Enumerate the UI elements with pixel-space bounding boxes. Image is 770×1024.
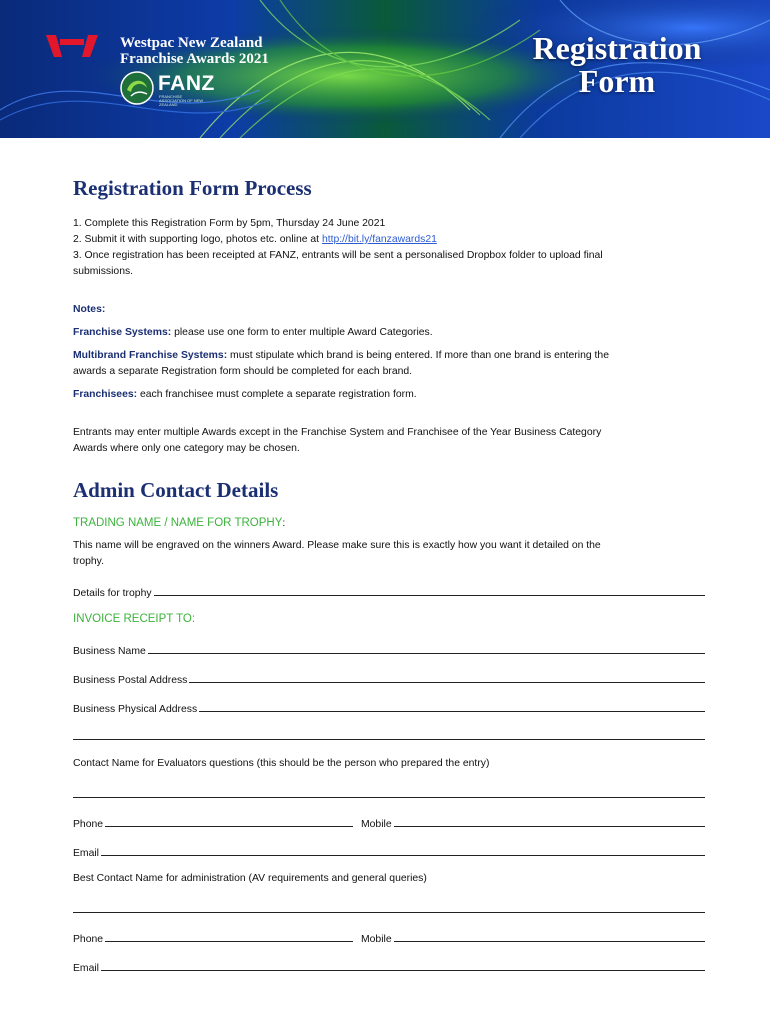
input-line[interactable] [154, 595, 705, 596]
note-franchisees [73, 387, 417, 403]
note-label: Franchisees: [73, 389, 138, 400]
mobile-field-1[interactable] [361, 814, 705, 830]
award-title-line2: Franchise Awards 2021 [120, 51, 269, 67]
trading-note-line1: This name will be engraved on the winners Award. Please make sure this is exactly how you want it detailed on the [73, 540, 601, 551]
entrants-note-line2: Awards where only one category may be chosen. [73, 443, 300, 454]
postal-address-field[interactable] [73, 670, 705, 686]
fanz-subtitle: FRANCHISE ASSOCIATION OF NEW ZEALAND [159, 94, 204, 107]
details-trophy-field[interactable] [73, 583, 705, 599]
note-label: Multibrand Franchise Systems: [73, 350, 228, 361]
award-title-line1: Westpac New Zealand [120, 35, 263, 51]
input-line[interactable] [105, 941, 353, 942]
field-label: Email [73, 963, 99, 974]
note-text: each franchisee must complete a separate registration form. [137, 389, 417, 400]
step-2-text: 2. Submit it with supporting logo, photos etc. online at [73, 234, 322, 245]
process-heading: Registration Form Process [73, 176, 312, 200]
field-label: Phone [73, 934, 104, 945]
field-label: Email [73, 848, 99, 859]
email-field-2[interactable] [73, 958, 705, 974]
note-multibrand [73, 348, 609, 364]
input-line[interactable] [101, 970, 705, 971]
invoice-receipt-label: INVOICE RECEIPT TO: [73, 613, 196, 625]
title-line1: Registration [532, 30, 702, 66]
admin-contact-line[interactable] [73, 912, 705, 913]
input-line[interactable] [394, 826, 705, 827]
input-line[interactable] [148, 653, 705, 654]
note-multibrand-line2: awards a separate Registration form should be completed for each brand. [73, 366, 413, 377]
header-banner [0, 0, 770, 138]
title-line2: Form [578, 63, 656, 99]
field-label: Details for trophy [73, 588, 152, 599]
award-title [120, 35, 269, 67]
note-franchise-systems [73, 325, 433, 341]
field-label: Business Name [73, 646, 146, 657]
fanz-wordmark: FANZ [158, 72, 215, 95]
field-label: Business Postal Address [73, 675, 188, 686]
input-line[interactable] [101, 855, 705, 856]
input-line[interactable] [189, 682, 705, 683]
physical-address-field[interactable] [73, 699, 705, 715]
note-text: please use one form to enter multiple Award Categories. [171, 327, 433, 338]
physical-address-line2[interactable] [73, 739, 705, 740]
step-3-line1: 3. Once registration has been receipted at FANZ, entrants will be sent a personalised Dropbox folder to upload final [73, 250, 603, 261]
phone-field-2[interactable] [73, 929, 353, 945]
westpac-logo [46, 35, 98, 57]
input-line[interactable] [105, 826, 353, 827]
phone-field-1[interactable] [73, 814, 353, 830]
notes-label: Notes: [73, 304, 106, 315]
step-2 [73, 232, 437, 248]
registration-form-title [512, 32, 722, 98]
trading-colon: : [282, 518, 286, 529]
field-label: Business Physical Address [73, 704, 198, 715]
field-label: Mobile [361, 819, 392, 830]
note-label: Franchise Systems: [73, 327, 172, 338]
field-label: Phone [73, 819, 104, 830]
entrants-note-line1: Entrants may enter multiple Awards except in the Franchise System and Franchisee of the Year Business Category [73, 427, 602, 438]
field-label: Mobile [361, 934, 392, 945]
business-name-field[interactable] [73, 641, 705, 657]
mobile-field-2[interactable] [361, 929, 705, 945]
fanz-logo-icon [119, 70, 155, 106]
evaluators-contact-label: Contact Name for Evaluators questions (this should be the person who prepared the entry) [73, 758, 490, 769]
email-field-1[interactable] [73, 843, 705, 859]
admin-contact-label: Best Contact Name for administration (AV requirements and general queries) [73, 873, 427, 884]
step-3-line2: submissions. [73, 266, 134, 277]
input-line[interactable] [199, 711, 705, 712]
trading-note-line2: trophy. [73, 556, 104, 567]
step-1: 1. Complete this Registration Form by 5pm, Thursday 24 June 2021 [73, 218, 386, 229]
input-line[interactable] [394, 941, 705, 942]
note-text: must stipulate which brand is being entered. If more than one brand is entering the [227, 350, 609, 361]
fanz-awards-link[interactable]: http://bit.ly/fanzawards21 [321, 234, 437, 245]
admin-heading: Admin Contact Details [73, 478, 279, 502]
trading-label-text: TRADING NAME / NAME FOR TROPHY [73, 517, 283, 529]
evaluators-contact-line[interactable] [73, 797, 705, 798]
trading-name-label [73, 515, 285, 532]
